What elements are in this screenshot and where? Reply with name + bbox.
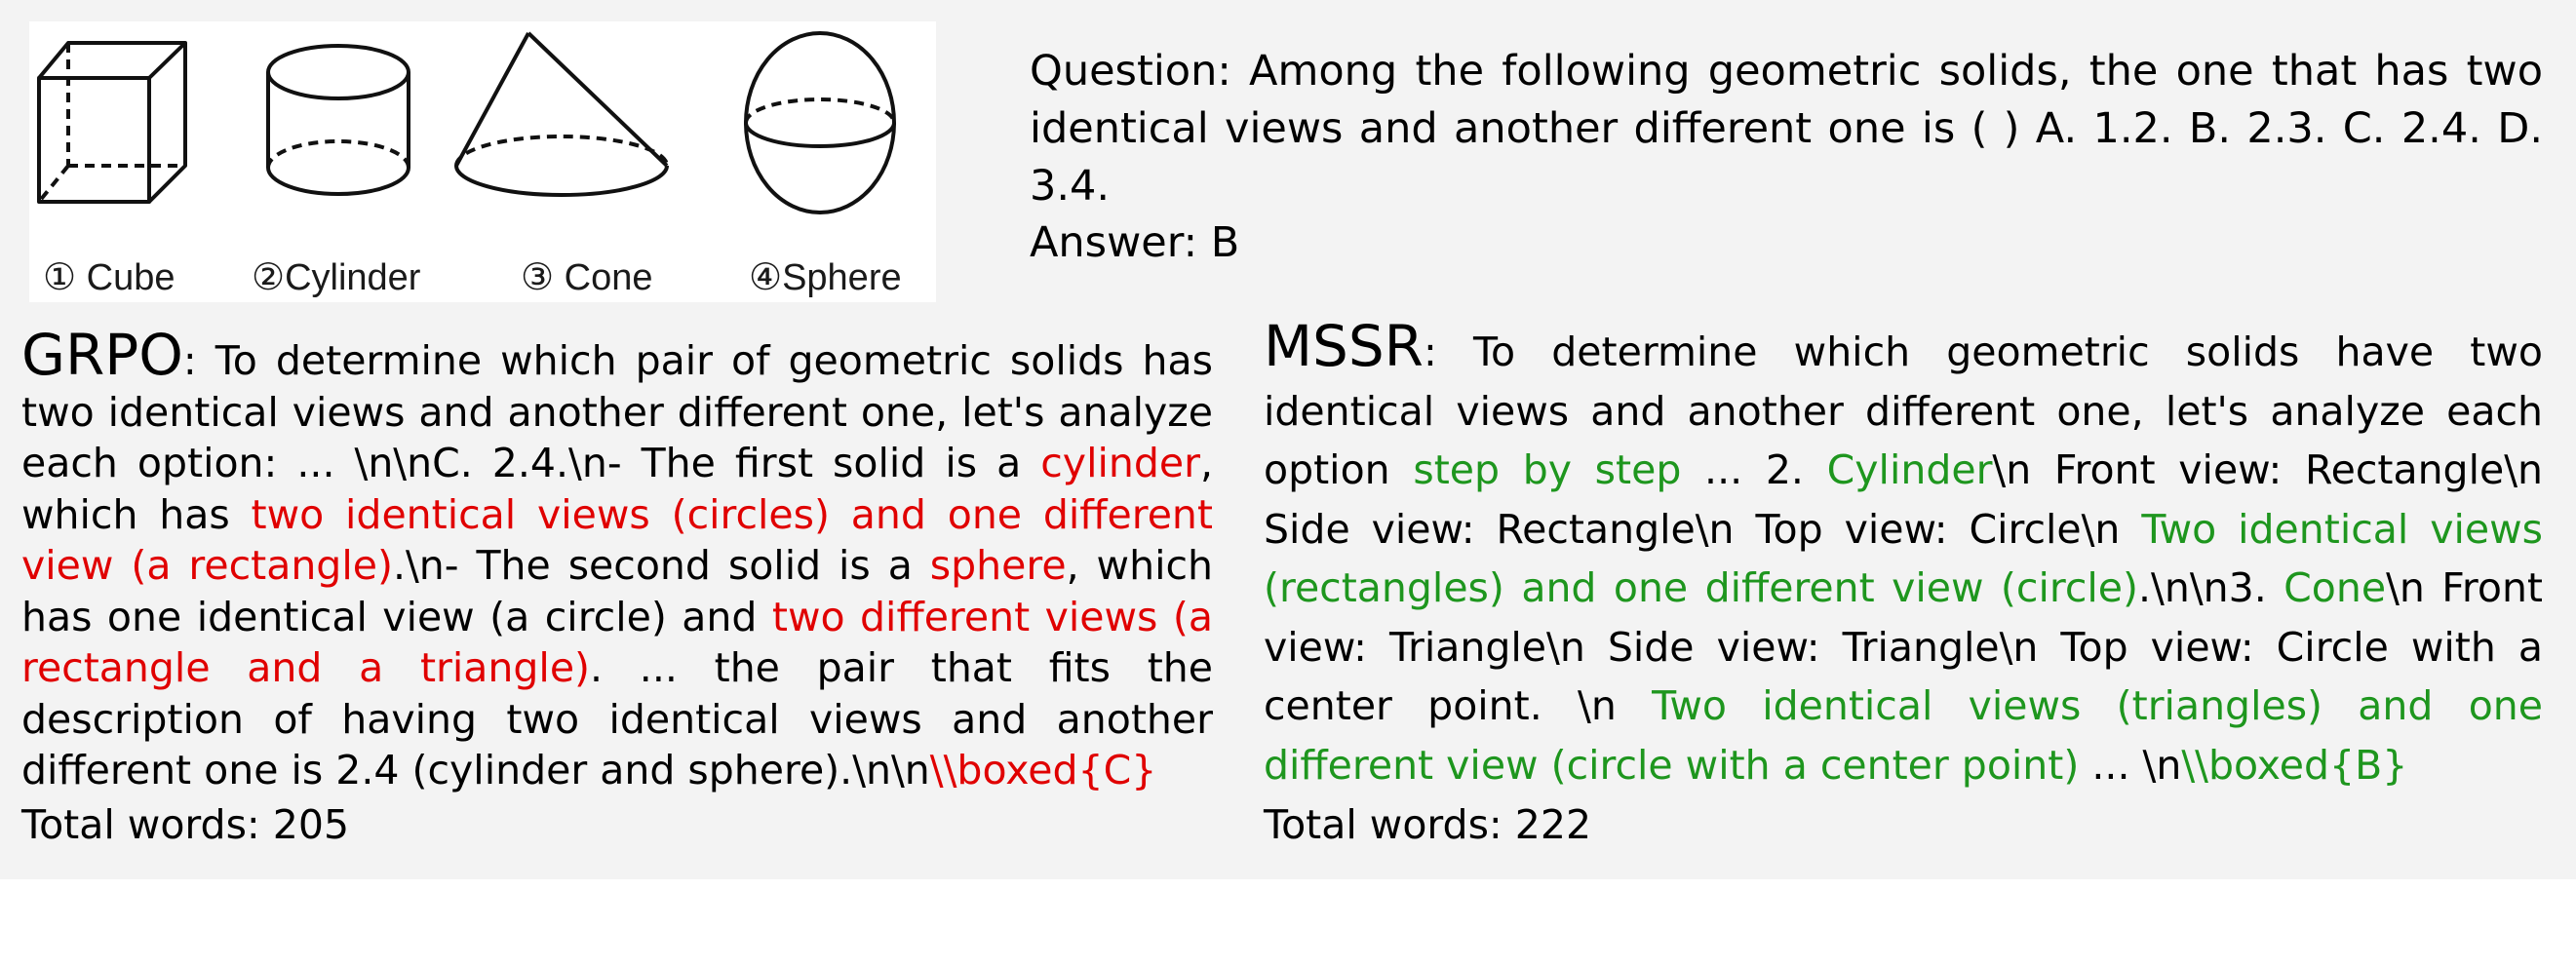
cone-shape (456, 33, 667, 195)
shape-label-cone: ③ Cone (521, 257, 653, 298)
mssr-model-name: MSSR (1264, 313, 1424, 379)
grpo-response (21, 322, 1213, 796)
grpo-highlight-segment: sphere (929, 542, 1067, 589)
grpo-response-body (21, 337, 1213, 793)
mssr-response (1264, 313, 2544, 794)
mssr-text-segment: : To determine which geometric solids have two identical views and another different one, let's analyze each option (1264, 329, 2543, 493)
mssr-total-words: Total words: 222 (1264, 801, 1592, 848)
grpo-text-segment: .\n- The second solid is a (392, 542, 930, 589)
mssr-text-segment: ... 2. (1681, 446, 1827, 493)
grpo-text-segment: , which has one identical view (a circle) and (21, 542, 1213, 640)
shape-label-sphere: ④Sphere (749, 257, 902, 298)
mssr-text-segment: .\n\n3. (2137, 564, 2284, 611)
mssr-highlight-segment: Cylinder (1826, 446, 1993, 493)
grpo-highlight-segment: \\boxed{C} (929, 747, 1157, 793)
mssr-highlight-segment: \\boxed{B} (2181, 741, 2408, 789)
cylinder-shape (268, 46, 409, 194)
shape-label-cylinder: ②Cylinder (252, 257, 421, 298)
grpo-highlight-segment: two identical views (circles) and one different view (a rectangle) (21, 490, 1213, 589)
mssr-text-segment: \n Front view: Rectangle\n Side view: Rectangle\n Top view: Circle\n (1264, 446, 2543, 553)
mssr-response-body (1264, 329, 2543, 789)
sphere-shape (746, 33, 894, 213)
shape-label-cube: ① Cube (43, 257, 176, 298)
mssr-text-segment: \n Front view: Triangle\n Side view: Triangle\n Top view: Circle with a center point. \n (1264, 564, 2544, 729)
grpo-total-words: Total words: 205 (21, 801, 350, 848)
cube-shape (39, 43, 185, 202)
grpo-text-segment: , which has (21, 440, 1213, 538)
geometric-solids-figure (29, 21, 936, 302)
mssr-highlight-segment: Two identical views (triangles) and one different view (circle with a center point) (1264, 682, 2543, 789)
grpo-highlight-segment: two different views (a rectangle and a triangle) (21, 593, 1213, 691)
mssr-highlight-segment: Cone (2283, 564, 2387, 611)
answer-text: Answer: B (1030, 218, 1240, 267)
grpo-highlight-segment: cylinder (1040, 440, 1200, 486)
grpo-text-segment: : To determine which pair of geometric solids has two identical views and another different one, let's analyze each option: ... \n\nC. 2.4.\n- The first solid is a (21, 337, 1213, 486)
mssr-highlight-segment: step by step (1413, 446, 1682, 493)
question-text: Question: Among the following geometric solids, the one that has two identical views and another different one is ( ) A. 1.2. B. 2.3. C. 2.4. D. 3.4. (1030, 47, 2543, 211)
mssr-highlight-segment: Two identical views (rectangles) and one different view (circle) (1264, 505, 2543, 611)
grpo-model-name: GRPO (21, 322, 183, 388)
grpo-text-segment: . ... the pair that fits the description of having two identical views and another different one is 2.4 (cylinder and sphere).\n\n (21, 644, 1213, 793)
mssr-text-segment: ... \n (2079, 741, 2182, 789)
